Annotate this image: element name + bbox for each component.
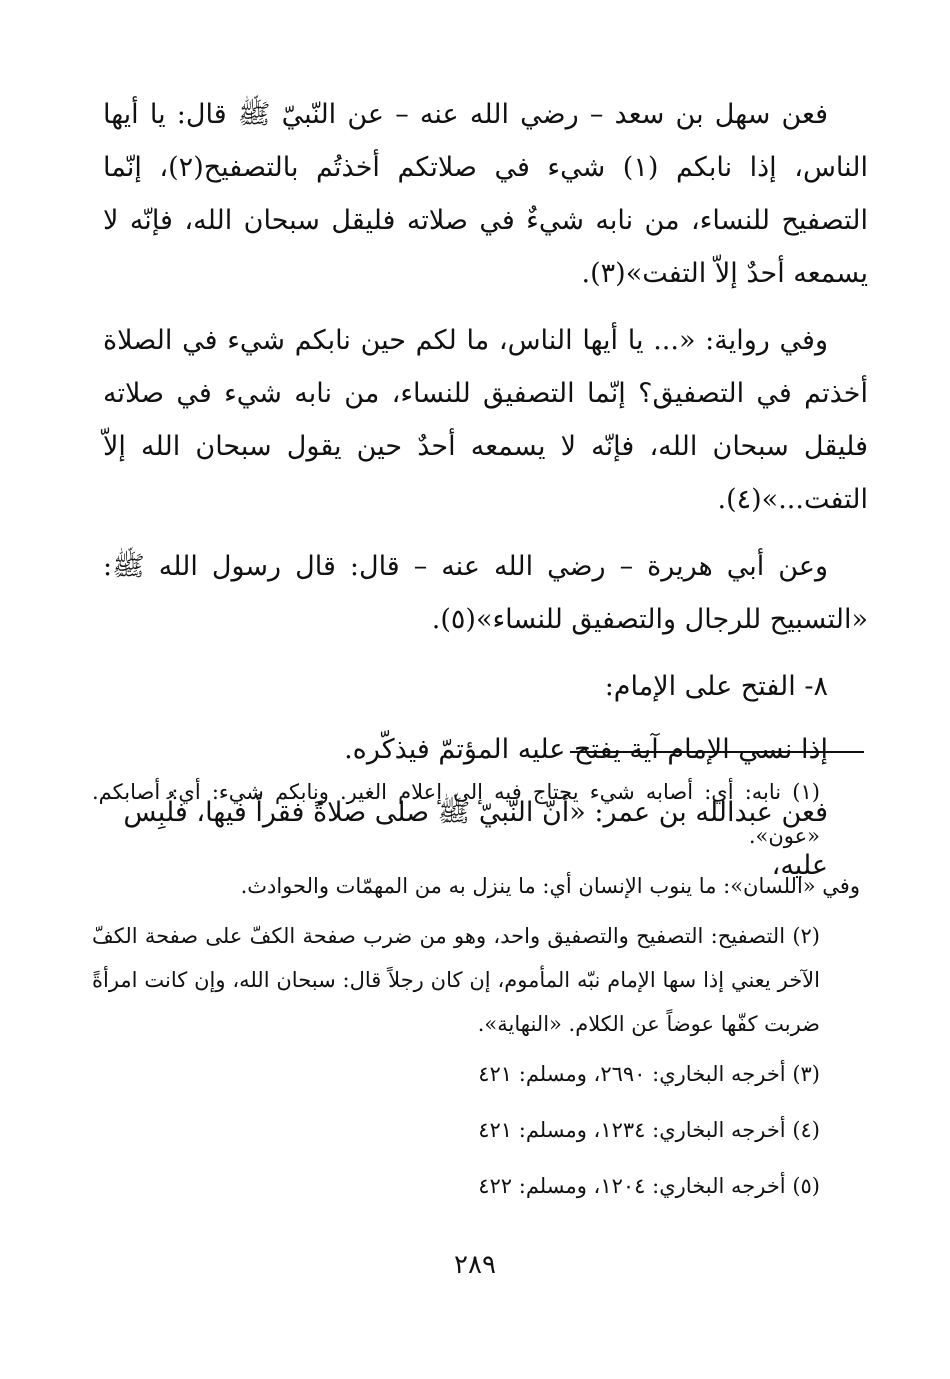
footnote-3: (٣) أخرجه البخاري: ٢٦٩٠، ومسلم: ٤٢١ xyxy=(478,1062,820,1086)
paragraph-ibn-umar: فعن عبدالله بن عمر: «أنّ النّبيّ ﷺ صلى صلاةً فقرأ فيها، فلُبِس عليه، xyxy=(123,797,828,881)
footnote-1: (١) نابه: أي: أصابه شيء يحتاج فيه إلى إعلام الغير. ونابكم شيء: أي: أصابكم. «عون». xyxy=(92,780,820,848)
section-heading: ٨- الفتح على الإمام: xyxy=(604,671,828,702)
section-intro-line: إذا نسي الإمام آية يفتح عليه المؤتمّ فيذكّره. xyxy=(344,734,828,765)
footnotes xyxy=(92,770,860,1220)
footnote-2: (٢) التصفيح: التصفيح والتصفيق واحد، وهو من ضرب صفحة الكفّ على صفحة الكفّ الآخر يعني إذا سها الإمام نبّه المأموم، إن كان رجلاً قال: سبحان الله، وإن كانت امرأةً ضربت كفّها عوضاً عن الكلام. «النهاية». xyxy=(92,924,820,1036)
page-number: ٢٨٩ xyxy=(454,1250,496,1280)
paragraph-riwaya: وفي رواية: «... يا أيها الناس، ما لكم حين نابكم شيء في الصلاة أخذتم في التصفيق؟ إنّما التصفيق للنساء، من نابه شيء في صلاته فليقل سبحان الله، فإنّه لا يسمعه أحدٌ حين يقول سبحان الله إلاّ التفت...»(٤). xyxy=(103,325,868,515)
footnote-4: (٤) أخرجه البخاري: ١٢٣٤، ومسلم: ٤٢١ xyxy=(478,1118,820,1142)
footnote-5: (٥) أخرجه البخاري: ١٢٠٤، ومسلم: ٤٢٢ xyxy=(478,1174,820,1198)
paragraph-abu-hurayra: وعن أبي هريرة – رضي الله عنه – قال: قال رسول الله ﷺ: «التسبيح للرجال والتصفيق للنساء»(٥). xyxy=(103,551,868,635)
footnote-separator xyxy=(570,751,864,753)
footnote-1-continued: وفي «اللسان»: ما ينوب الإنسان أي: ما ينزل به من المهمّات والحوادث. xyxy=(240,874,860,898)
paragraph-sahl-hadith: فعن سهل بن سعد – رضي الله عنه – عن النّبيّ ﷺ قال: يا أيها الناس، إذا نابكم (١) شيء في صلاتكم أخذتُم بالتصفيح(٢)، إنّما التصفيح للنساء، من نابه شيءٌ في صلاته فليقل سبحان الله، فإنّه لا يسمعه أحدٌ إلاّ التفت»(٣). xyxy=(103,99,869,289)
